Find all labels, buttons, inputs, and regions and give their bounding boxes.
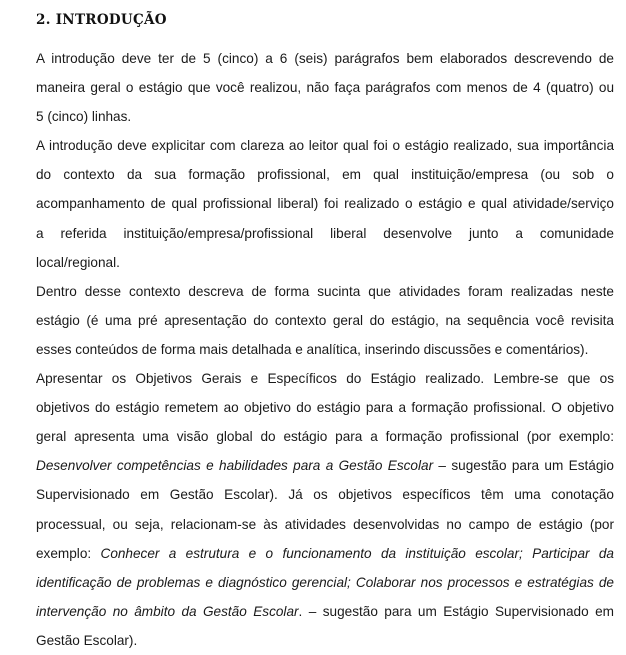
paragraph: [36, 44, 614, 131]
text-segment: a referida instituição/empresa/profissional liberal desenvolve junto a comunidade: [36, 225, 614, 241]
text-line: [36, 626, 614, 655]
text-line: [36, 189, 614, 218]
text-segment: objetivos do estágio remetem ao objetivo do estágio para a formação profissional. O objetivo: [36, 400, 614, 416]
italic-text: identificação de problemas e diagnóstico gerencial; Colaborar nos processos e estratégias de: [36, 574, 614, 590]
text-line: [36, 597, 614, 626]
text-line: [36, 422, 614, 451]
text-segment: . – sugestão para um Estágio Supervisionado em: [298, 603, 614, 619]
italic-text: intervenção no âmbito da Gestão Escolar: [36, 603, 299, 619]
paragraph: [36, 364, 614, 655]
text-segment: A introdução deve ter de 5 (cinco) a 6 (seis) parágrafos bem elaborados descrevendo de: [36, 51, 614, 66]
text-segment: Supervisionado em Gestão Escolar). Já os objetivos específicos têm uma conotação: [36, 487, 614, 503]
text-line: [36, 451, 614, 480]
text-segment: exemplo:: [36, 545, 101, 561]
text-segment: geral apresenta uma visão global do estágio para a formação profissional (por exemplo:: [36, 429, 614, 445]
body-text: [36, 44, 614, 655]
text-segment: Dentro desse contexto descreva de forma sucinta que atividades foram realizadas neste: [36, 283, 614, 299]
document-page: [36, 8, 614, 655]
text-segment: processual, ou seja, relacionam-se às atividades desenvolvidas no campo de estágio (por: [36, 516, 614, 532]
text-line: [36, 277, 614, 306]
section-heading: 2. INTRODUÇÃO: [36, 12, 167, 28]
text-line: [36, 248, 614, 277]
text-line: [36, 102, 614, 131]
paragraph: [36, 277, 614, 364]
text-line: [36, 480, 614, 509]
text-segment: maneira geral o estágio que você realizou, não faça parágrafos com menos de 4 (quatro) ou: [36, 80, 614, 96]
text-line: [36, 219, 614, 248]
text-line: [36, 306, 614, 335]
text-segment: Apresentar os Objetivos Gerais e Específicos do Estágio realizado. Lembre-se que os: [36, 371, 614, 387]
text-line: [36, 568, 614, 597]
text-segment: local/regional.: [36, 254, 120, 270]
text-line: [36, 364, 614, 393]
text-line: [36, 160, 614, 189]
text-line: [36, 335, 614, 364]
italic-text: Desenvolver competências e habilidades para a Gestão Escolar: [36, 458, 434, 474]
paragraph: [36, 131, 614, 276]
text-segment: esses conteúdos de forma mais detalhada e analítica, inserindo discussões e comentários).: [36, 341, 589, 357]
text-line: [36, 393, 614, 422]
text-segment: Gestão Escolar).: [36, 632, 138, 648]
text-line: [36, 131, 614, 160]
text-segment: acompanhamento de qual profissional liberal) foi realizado o estágio e qual atividade/serviço: [36, 196, 614, 212]
text-line: [36, 510, 614, 539]
text-segment: – sugestão para um Estágio: [433, 458, 614, 474]
text-line: [36, 539, 614, 568]
text-segment: 5 (cinco) linhas.: [36, 109, 132, 125]
text-segment: A introdução deve explicitar com clareza ao leitor qual foi o estágio realizado, sua importância: [36, 138, 614, 154]
italic-text: Conhecer a estrutura e o funcionamento da instituição escolar; Participar da: [100, 545, 614, 561]
text-segment: estágio (é uma pré apresentação do contexto geral do estágio, na sequência você revisita: [36, 312, 614, 328]
text-line: [36, 44, 614, 73]
text-line: [36, 73, 614, 102]
text-segment: do contexto da sua formação profissional, em qual instituição/empresa (ou sob o: [36, 167, 614, 183]
